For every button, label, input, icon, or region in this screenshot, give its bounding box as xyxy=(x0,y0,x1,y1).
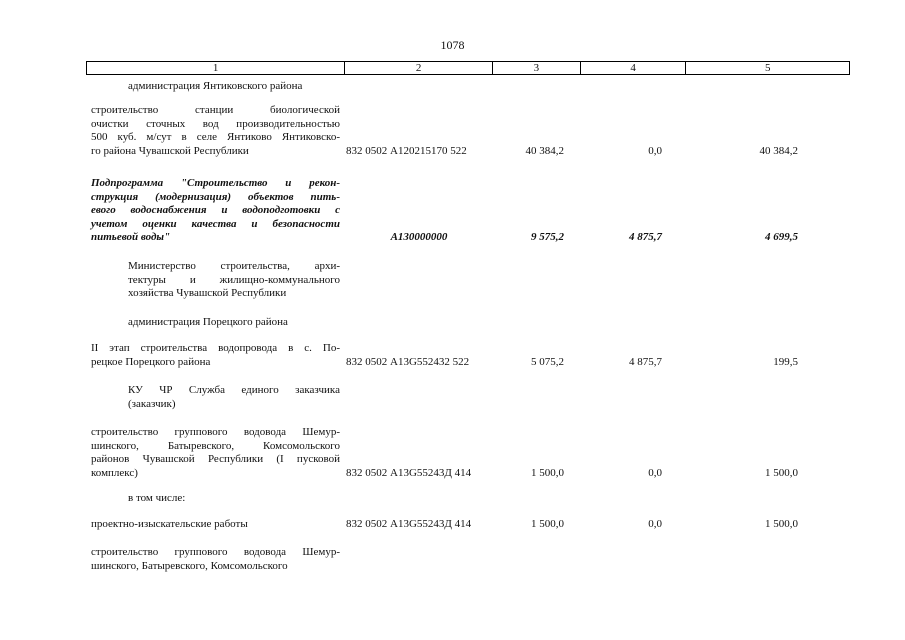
amount-total: 1 500,0 xyxy=(531,466,564,479)
text-line: очистки сточных вод производительностью xyxy=(91,117,340,130)
amount-federal: 4 875,7 xyxy=(629,355,662,368)
table-row-text xyxy=(91,518,340,532)
amount-republic: 1 500,0 xyxy=(765,518,798,530)
budget-code: А130000000 xyxy=(390,231,448,243)
text-line: строительство группового водовода Шемур- xyxy=(91,546,340,558)
table-row-text xyxy=(91,342,340,369)
budget-code: 832 0502 А120215170 522 xyxy=(346,144,467,157)
text-line: администрация Порецкого района xyxy=(128,316,288,328)
amount-republic: 4 699,5 xyxy=(765,231,798,243)
text-line: 500 куб. м/сут в селе Янтиково Янтиковско- xyxy=(91,131,340,143)
table-row-text xyxy=(91,546,340,573)
budget-code: 832 0502 А13G55243Д 414 xyxy=(346,466,472,479)
text-line: строительство группового водовода Шемур- xyxy=(91,426,340,438)
table-row-text xyxy=(128,260,340,301)
text-line: районов Чувашской Республики (I пусковой xyxy=(91,453,340,465)
table-header xyxy=(86,61,850,75)
text-line: тектуры и жилищно-коммунального xyxy=(128,273,340,286)
amount-federal: 0,0 xyxy=(648,466,662,479)
amount-republic: 40 384,2 xyxy=(759,144,798,157)
page-number: 1078 xyxy=(440,38,465,52)
column-header-1: 1 xyxy=(87,62,345,74)
amount-federal: 0,0 xyxy=(648,144,662,157)
table-row-text xyxy=(91,177,340,245)
text-line: хозяйства Чувашской Республики xyxy=(128,287,287,299)
text-line: в том числе: xyxy=(128,492,186,504)
text-line: (заказчик) xyxy=(128,397,176,410)
text-line: го района Чувашской Республики xyxy=(91,144,249,157)
text-line: администрация Янтиковского района xyxy=(128,80,303,92)
text-line: струкция (модернизация) объектов пить- xyxy=(91,190,340,203)
text-line: КУ ЧР Служба единого заказчика xyxy=(128,384,340,396)
text-line: Министерство строительства, архи- xyxy=(128,260,340,272)
budget-code: 832 0502 А13G55243Д 414 xyxy=(346,518,472,530)
amount-total: 5 075,2 xyxy=(531,355,564,368)
table-row-text xyxy=(128,492,340,506)
text-line: проектно-изыскательские работы xyxy=(91,518,248,530)
text-line: учетом оценки качества и безопасности xyxy=(91,217,340,230)
table-row-text xyxy=(91,426,340,480)
text-line: Подпрограмма "Строительство и рекон- xyxy=(91,177,340,189)
amount-republic: 199,5 xyxy=(773,355,798,368)
table-row-text xyxy=(91,104,340,158)
column-header-5: 5 xyxy=(764,62,771,74)
budget-code: 832 0502 А13G552432 522 xyxy=(346,355,470,368)
table-row-text xyxy=(128,316,340,330)
column-header-4: 4 xyxy=(581,62,687,74)
amount-federal: 0,0 xyxy=(648,518,662,530)
amount-total: 40 384,2 xyxy=(525,144,564,157)
text-line: питьевой воды" xyxy=(91,231,171,243)
text-line: рецкое Порецкого района xyxy=(91,355,211,368)
column-header-2: 2 xyxy=(345,62,493,74)
amount-federal: 4 875,7 xyxy=(629,231,662,243)
text-line: комплекс) xyxy=(91,466,138,479)
text-line: II этап строительства водопровода в с. По- xyxy=(91,342,340,354)
amount-total: 9 575,2 xyxy=(531,231,564,243)
text-line: шинского, Батыревского, Комсомольского xyxy=(91,439,340,452)
text-line: евого водоснабжения и водоподготовки с xyxy=(91,204,340,216)
amount-republic: 1 500,0 xyxy=(765,466,798,479)
table-row-text xyxy=(128,80,340,94)
amount-total: 1 500,0 xyxy=(531,518,564,530)
column-header-3: 3 xyxy=(493,62,581,74)
table-row-text xyxy=(128,384,340,411)
text-line: шинского, Батыревского, Комсомольского xyxy=(91,559,288,572)
text-line: строительство станции биологической xyxy=(91,104,340,116)
